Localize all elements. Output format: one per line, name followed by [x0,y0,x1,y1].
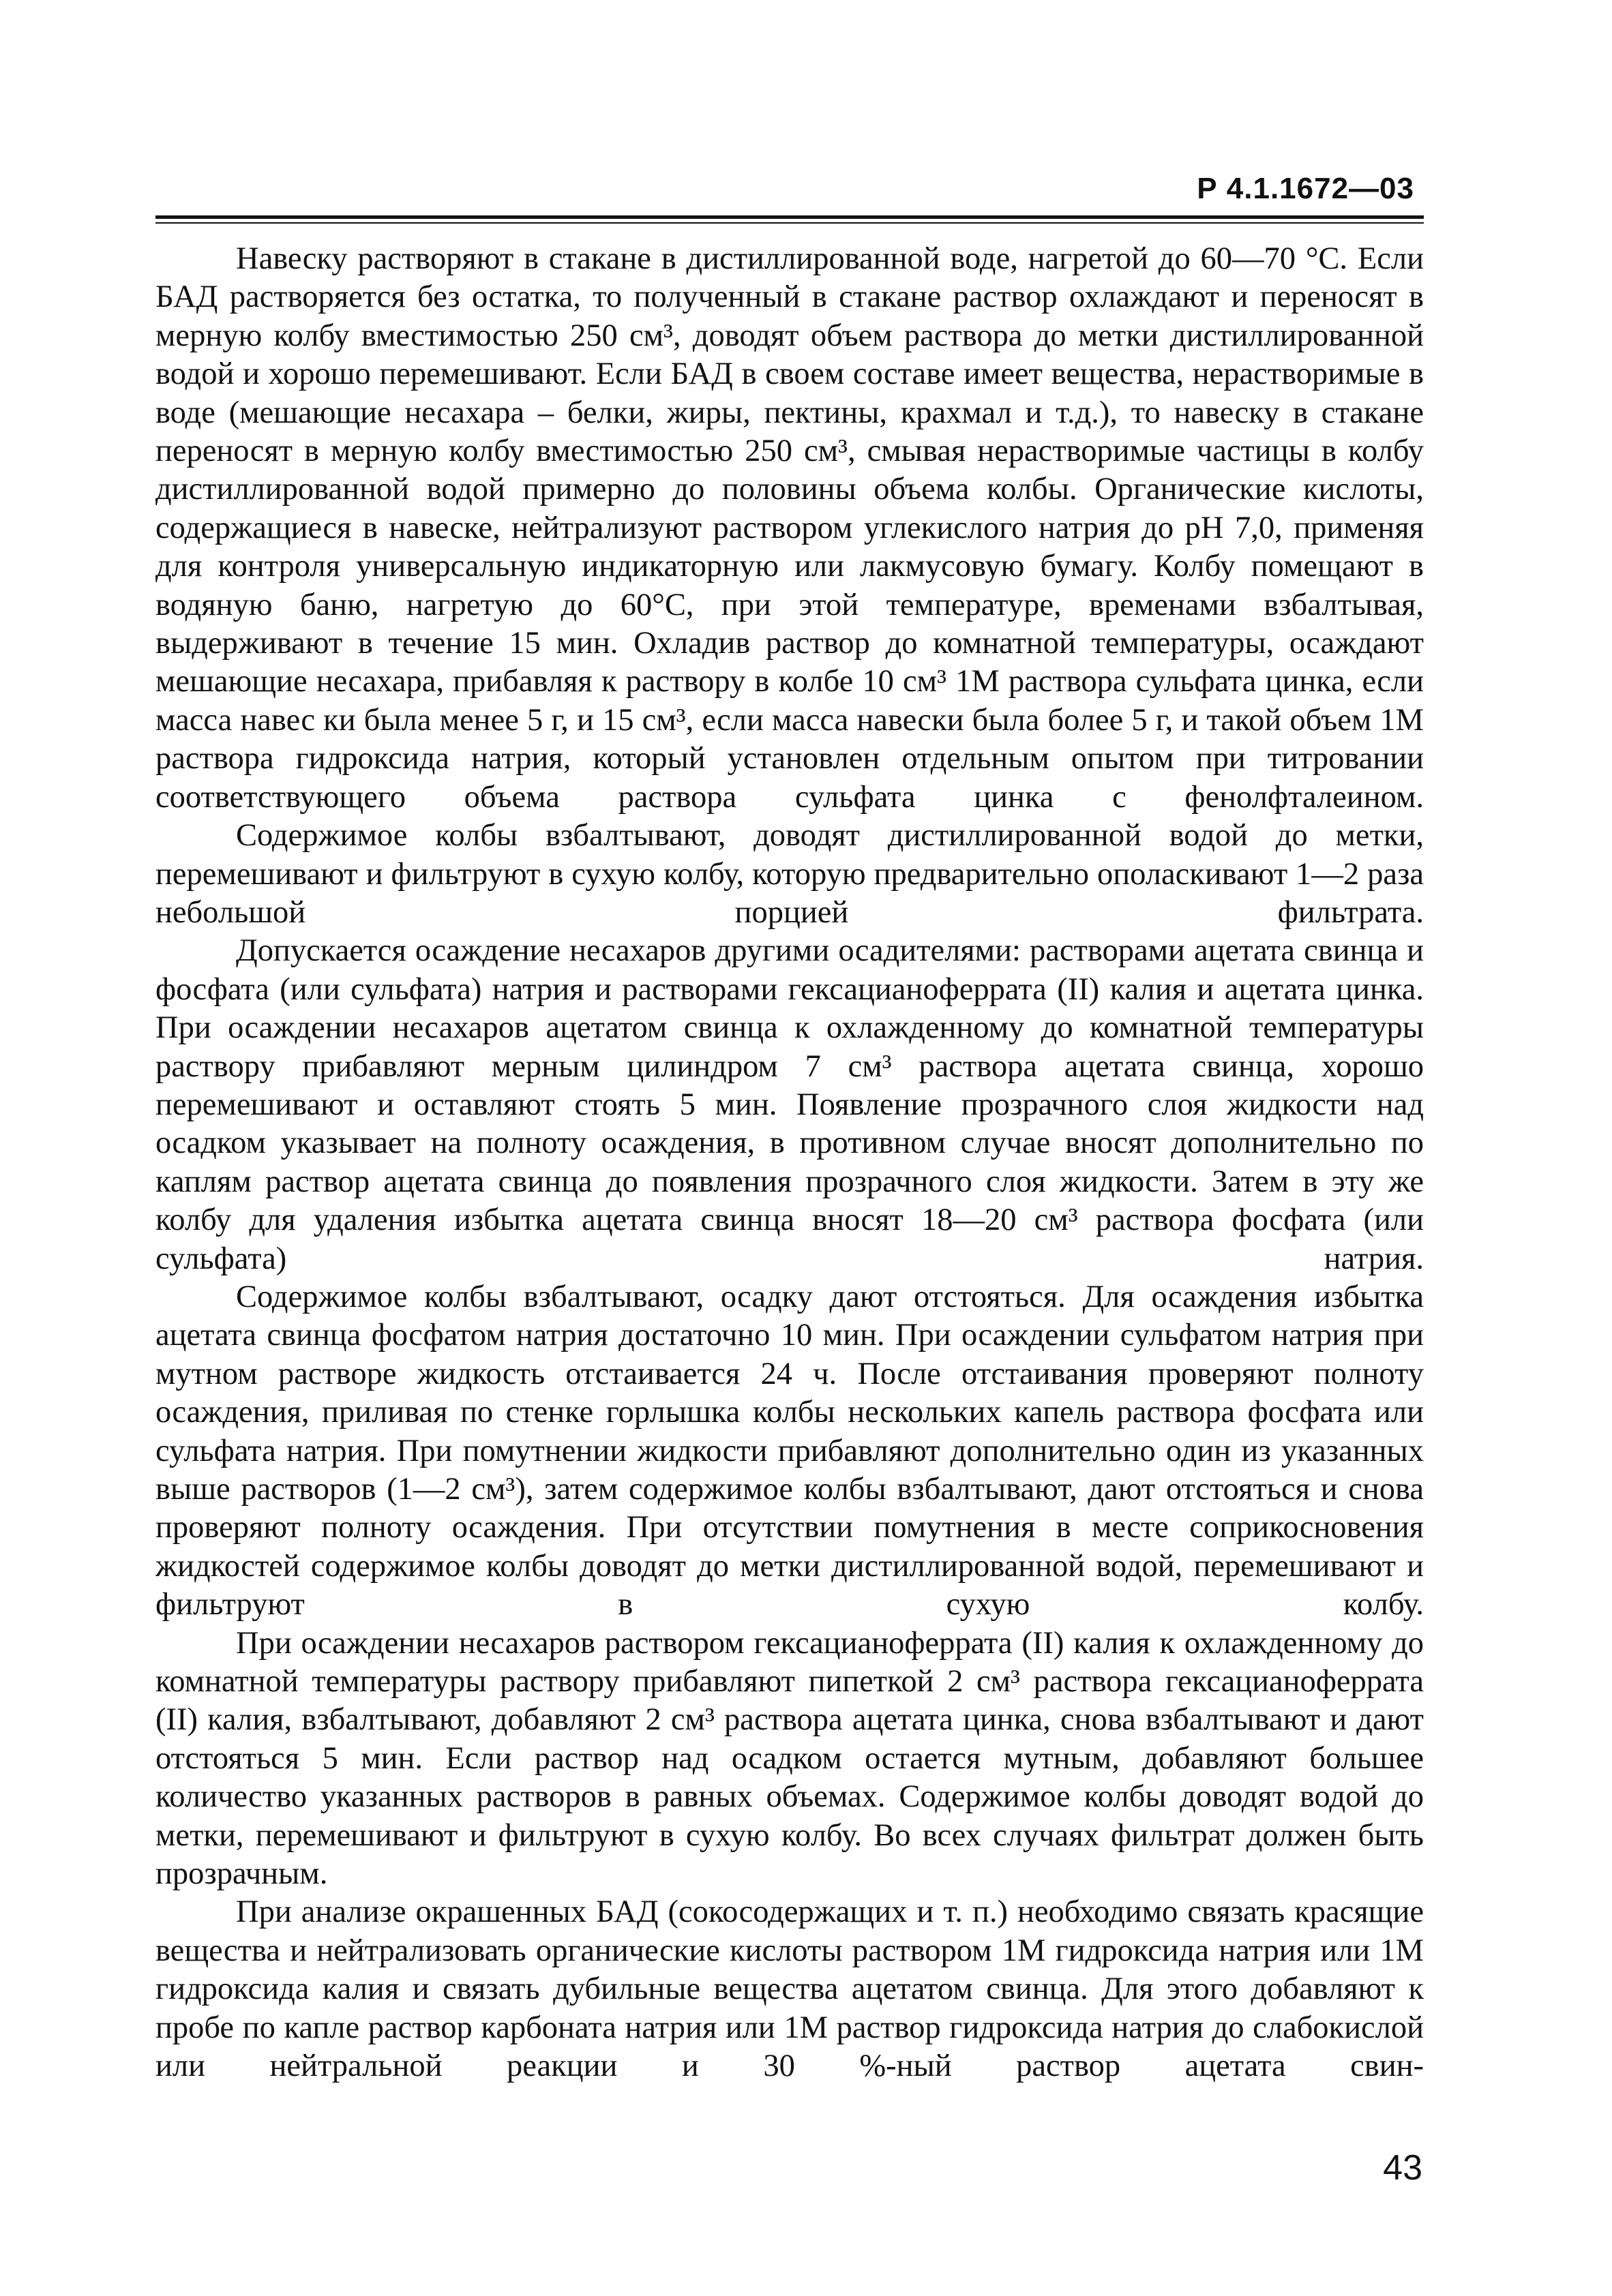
page-number: 43 [1383,2148,1422,2188]
paragraph-1: Навеску растворяют в стакане в дистиллированной воде, нагретой до 60—70 °С. Если БАД растворяется без остатка, то полученный в стакане раствор охлаждают и переносят в мерную колбу вместимостью 250 см³, доводят объем раствора до метки дистиллированной водой и хорошо перемешивают. Если БАД в своем составе имеет вещества, нерастворимые в воде (мешающие несахара – белки, жиры, пектины, крахмал и т.д.), то навеску в стакане переносят в мерную колбу вместимостью 250 см³, смывая нерастворимые частицы в колбу дистиллированной водой примерно до половины объема колбы. Органические кислоты, содержащиеся в навеске, нейтрализуют раствором углекислого натрия до рН 7,0, применяя для контроля универсальную индикаторную или лакмусовую бумагу. Колбу помещают в водяную баню, нагретую до 60°С, при этой температуре, временами взбалтывая, выдерживают в течение 15 мин. Охладив раствор до комнатной температуры, осаждают мешающие несахара, прибавляя к раствору в колбе 10 см³ 1М раствора сульфата цинка, если масса навес ки была менее 5 г, и 15 см³, если масса навески была более 5 г, и такой объем 1М раствора гидроксида натрия, который установлен отдельным опытом при титровании соответствующего объема раствора сульфата цинка с фенолфталеином. [155,241,1424,815]
paragraph-2: Содержимое колбы взбалтывают, доводят дистиллированной водой до метки, перемешивают и фильтруют в сухую колбу, которую предварительно ополаскивают 1—2 раза небольшой порцией фильтрата. [155,818,1424,930]
paragraph-5: При осаждении несахаров раствором гексацианоферрата (II) калия к охлажденному до комнатной температуры раствору прибавляют пипеткой 2 см³ раствора гексацианоферрата (II) калия, взбалтывают, добавляют 2 см³ раствора ацетата цинка, снова взбалтывают и дают отстояться 5 мин. Если раствор над осадком остается мутным, добавляют большее количество указанных растворов в равных объемах. Содержимое колбы доводят водой до метки, перемешивают и фильтруют в сухую колбу. Во всех случаях фильтрат должен быть прозрачным. [155,1625,1424,1892]
body-text [155,240,1424,2086]
header-rule-thin [155,222,1424,224]
paragraph-4: Содержимое колбы взбалтывают, осадку дают отстояться. Для осаждения избытка ацетата свинца фосфатом натрия достаточно 10 мин. При осаждении сульфатом натрия при мутном растворе жидкость отстаивается 24 ч. После отстаивания проверяют полноту осаждения, приливая по стенке горлышка колбы нескольких капель раствора фосфата или сульфата натрия. При помутнении жидкости прибавляют дополнительно один из указанных выше растворов (1—2 см³), затем содержимое колбы взбалтывают, дают отстояться и снова проверяют полноту осаждения. При отсутствии помутнения в месте соприкосновения жидкостей содержимое колбы доводят до метки дистиллированной водой, перемешивают и фильтруют в сухую колбу. [155,1279,1424,1622]
paragraph-6: При анализе окрашенных БАД (сокосодержащих и т. п.) необходимо связать красящие вещества и нейтрализовать органические кислоты раствором 1М гидроксида натрия или 1М гидроксида калия и связать дубильные вещества ацетатом свинца. Для этого добавляют к пробе по капле раствор карбоната натрия или 1М раствор гидроксида натрия до слабокислой или нейтральной реакции и 30 %-ный раствор ацетата свин- [155,1894,1424,2084]
paragraph-3: Допускается осаждение несахаров другими осадителями: растворами ацетата свинца и фосфата (или сульфата) натрия и растворами гексацианоферрата (II) калия и ацетата цинка. При осаждении несахаров ацетатом свинца к охлажденному до комнатной температуры раствору прибавляют мерным цилиндром 7 см³ раствора ацетата свинца, хорошо перемешивают и оставляют стоять 5 мин. Появление прозрачного слоя жидкости над осадком указывает на полноту осаждения, в противном случае вносят дополнительно по каплям раствор ацетата свинца до появления прозрачного слоя жидкости. Затем в эту же колбу для удаления избытка ацетата свинца вносят 18—20 см³ раствора фосфата (или сульфата) натрия. [155,933,1424,1276]
header-rule-thick [155,215,1424,219]
document-code: Р 4.1.1672—03 [1197,172,1414,205]
